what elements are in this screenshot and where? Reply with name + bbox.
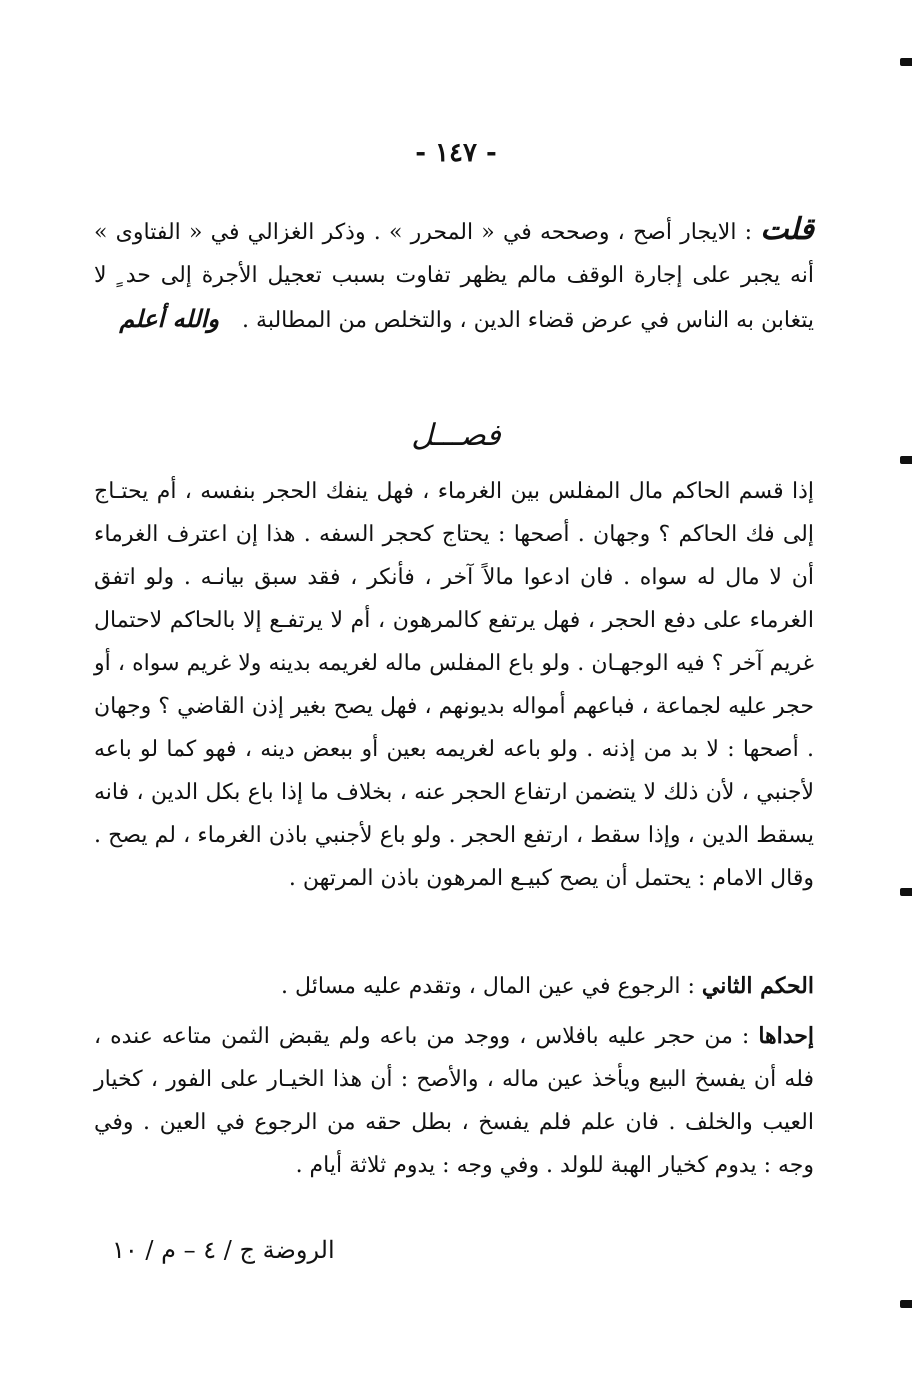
edge-mark xyxy=(900,1300,912,1308)
edge-mark xyxy=(900,888,912,896)
edge-mark xyxy=(900,58,912,66)
intro-text: : الايجار أصح ، وصححه في « المحرر » . وذكر الغزالي في « الفتاوى » أنه يجبر على إجارة الوقف مالم يظهر تفاوت بسبب تعجيل الأجرة إلى حد ٍ لا يتغابن به الناس في عرض قضاء الدين ، والتخلص من المطالبة . xyxy=(94,220,814,333)
footer-signature: الروضة ج / ٤ – م / ١٠ xyxy=(112,1236,335,1264)
signoff-phrase: والله أعلم xyxy=(119,304,220,333)
first-issue-paragraph xyxy=(94,1015,814,1187)
ruling-paragraph xyxy=(94,965,814,1008)
ruling-text: : الرجوع في عين المال ، وتقدم عليه مسائل . xyxy=(281,974,702,999)
first-issue-lead: إحداها xyxy=(758,1023,814,1049)
section-text: إذا قسم الحاكم مال المفلس بين الغرماء ، فهل ينفك الحجر بنفسه ، أم يحتـاج إلى فك الحاكم ؟ وجهان . أصحها : يحتاج كحجر السفه . هذا إن اعترف الغرماء أن لا مال له سواه . فان ادعوا مالاً آخر ، فأنكر ، فقد سبق بيانـه . ولو اتفق الغرماء على دفع الحجر ، فهل يرتفع كالمرهون ، أم لا يرتفـع إلا بالحاكم لاحتمال غريم آخر ؟ فيه الوجهـان . ولو باع المفلس ماله لغريمه بدينه ولا غريم سواه ، أو حجر عليه لجماعة ، فباعهم أمواله بديونهم ، فهل يصح بغير إذن القاضي ؟ وجهان . أصحها : لا بد من إذنه . ولو باعه لغريمه بعين أو ببعض دينه ، فهو كما لو باعه لأجنبي ، لأن ذلك لا يتضمن ارتفاع الحجر عنه ، بخلاف ما إذا باع بكل الدين ، فانه يسقط الدين ، وإذا سقط ، ارتفع الحجر . ولو باع لأجنبي باذن الغرماء ، لم يصح . وقال الامام : يحتمل أن يصح كبيـع المرهون باذن المرتهن . xyxy=(94,479,815,891)
intro-paragraph xyxy=(94,208,814,342)
first-issue-text: : من حجر عليه بافلاس ، ووجد من باعه ولم يقبض الثمن متاعه عنده ، فله أن يفسخ البيع ويأخذ عين ماله ، والأصح : أن هذا الخيـار على الفور ، كخيار العيب والخلف . فان علم فلم يفسخ ، بطل حقه من الرجوع في العين . وفي وجه : يدوم كخيار الهبة للولد . وفي وجه : يدوم ثلاثة أيام . xyxy=(94,1024,814,1178)
section-paragraph xyxy=(94,470,814,900)
section-title: فصـــل xyxy=(411,418,501,453)
page-number: - ١٤٧ - xyxy=(415,138,497,168)
edge-mark xyxy=(900,456,912,464)
ruling-lead: الحكم الثاني xyxy=(701,973,814,999)
intro-lead-word: قلت xyxy=(760,212,814,247)
